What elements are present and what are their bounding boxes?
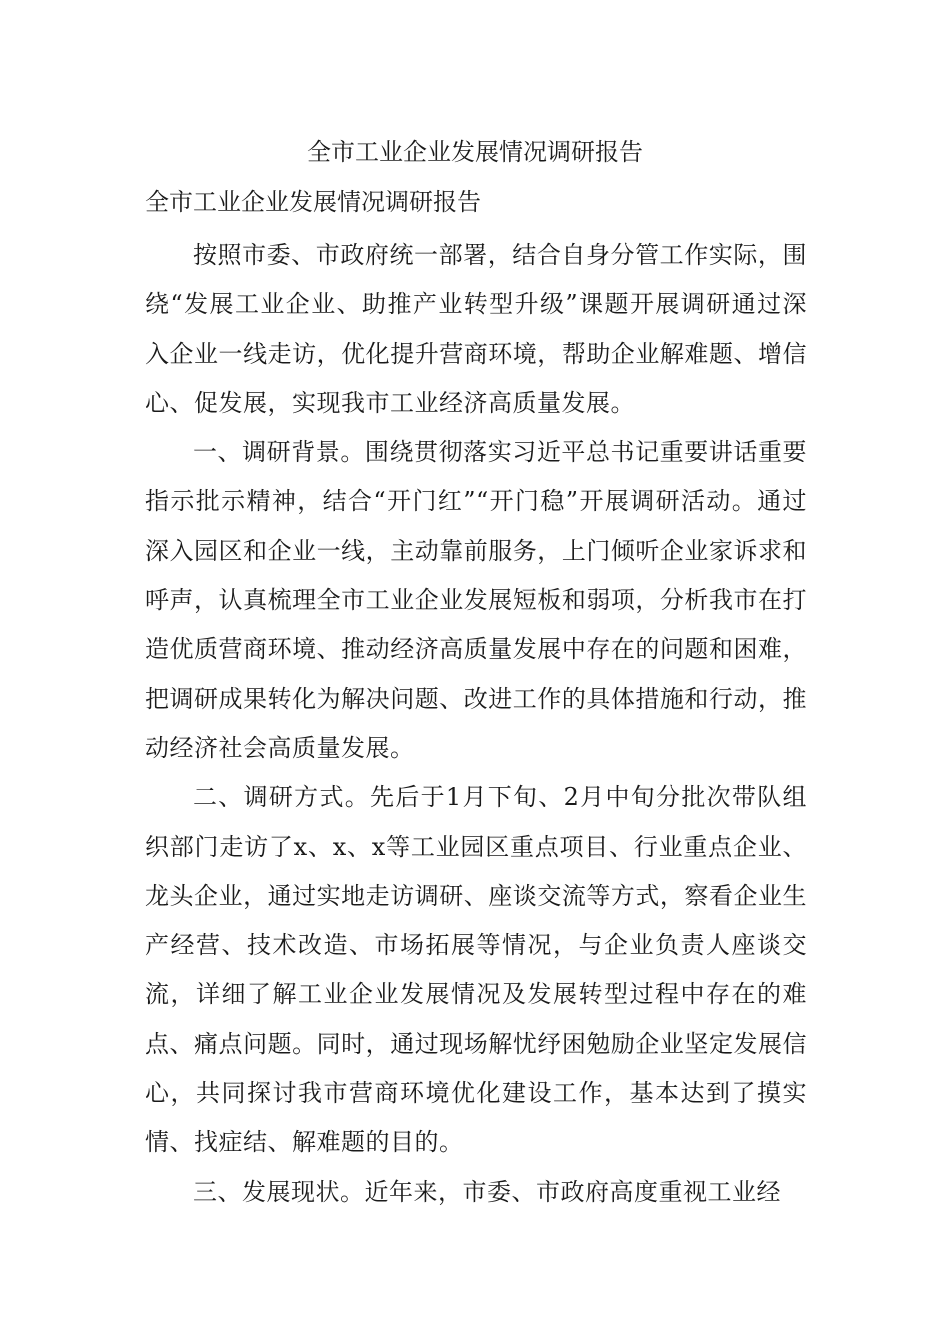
paragraph-background: 一、调研背景。围绕贯彻落实习近平总书记重要讲话重要指示批示精神，结合“开门红”“开门稳”开展调研活动。通过深入园区和企业一线，主动靠前服务，上门倾听企业家诉求和呼声，认真梳理全市工业企业发展短板和弱项，分析我市在打造优质营商环境、推动经济高质量发展中存在的问题和困难，把调研成果转化为解决问题、改进工作的具体措施和行动，推动经济社会高质量发展。 [145,438,807,762]
paragraph-status: 三、发展现状。近年来，市委、市政府高度重视工业经 [193,1177,781,1206]
document-subtitle: 全市工业企业发展情况调研报告 [145,188,481,216]
document-body [145,231,807,1217]
paragraph-method: 二、调研方式。先后于1月下旬、2月中旬分批次带队组织部门走访了x、x、x等工业园区重点项目、行业重点企业、龙头企业，通过实地走访调研、座谈交流等方式，察看企业生产经营、技术改造、市场拓展等情况，与企业负责人座谈交流，详细了解工业企业发展情况及发展转型过程中存在的难点、痛点问题。同时，通过现场解忧纾困勉励企业坚定发展信心，共同探讨我市营商环境优化建设工作，基本达到了摸实情、找症结、解难题的目的。 [145,783,807,1157]
document-title: 全市工业企业发展情况调研报告 [307,138,643,166]
paragraph-intro: 按照市委、市政府统一部署，结合自身分管工作实际，围绕“发展工业企业、助推产业转型升级”课题开展调研通过深入企业一线走访，优化提升营商环境，帮助企业解难题、增信心、促发展，实现我市工业经济高质量发展。 [145,241,807,417]
